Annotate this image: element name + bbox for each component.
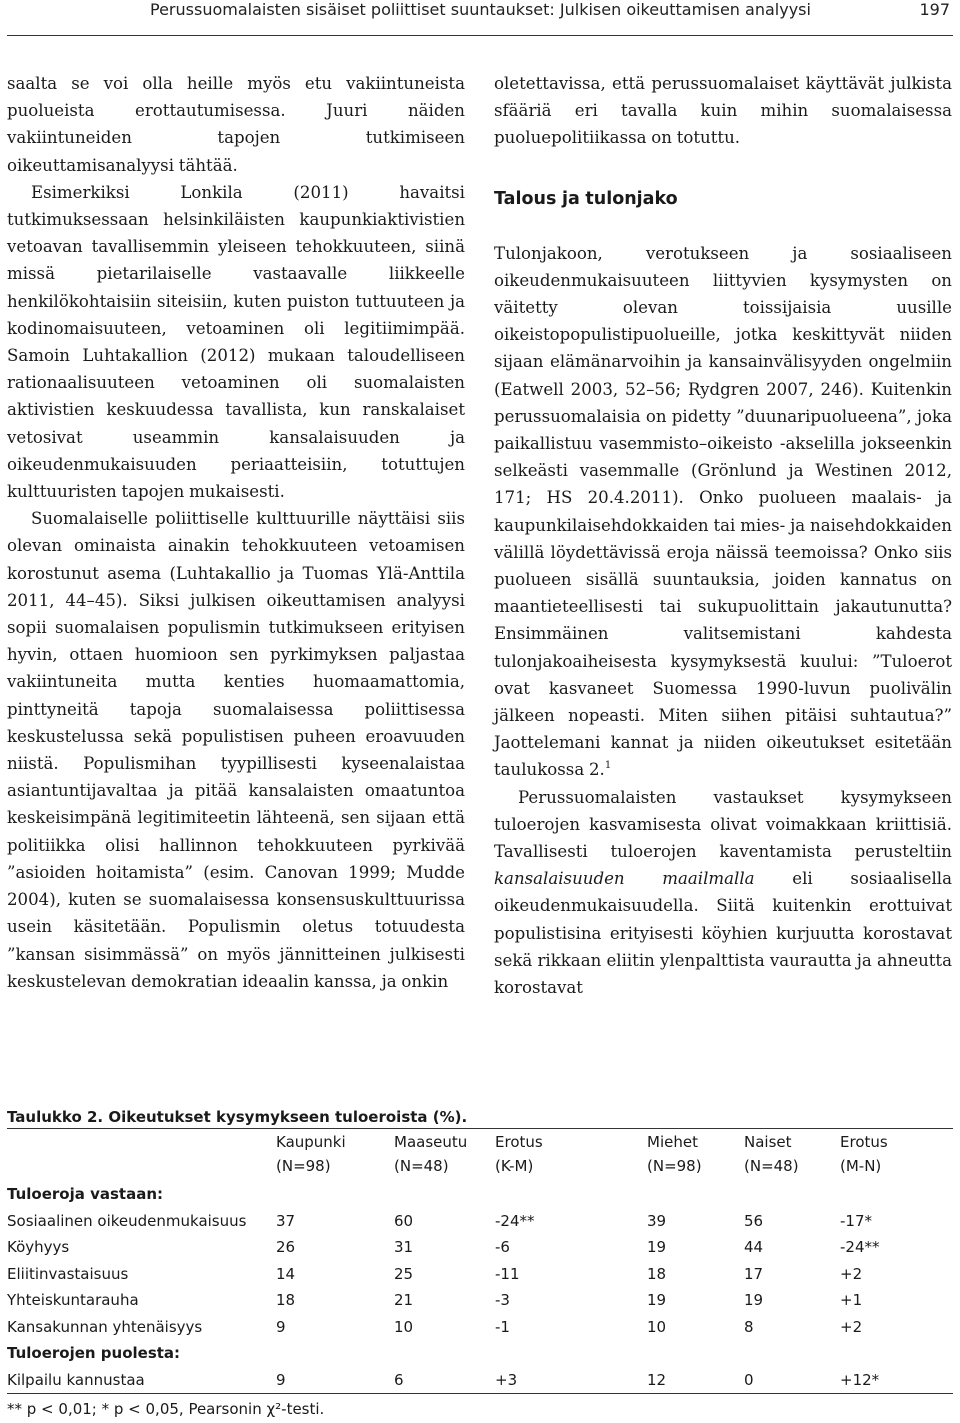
row-label: Köyhyys	[7, 1238, 70, 1256]
header-empty	[7, 1129, 276, 1154]
running-title: Perussuomalaisten sisäiset poliittiset suuntaukset: Julkisen oikeuttamisen analyysi	[150, 0, 811, 19]
right-paragraph-3-emphasis: kansalaisuuden maailmalla	[494, 869, 755, 889]
left-paragraph-3: Suomalaiselle poliittiselle kulttuurille näyttäisi siis olevan ominaista ainakin tehokkuuteen vetoamisen korostunut asema (Luhtakallio ja Tuomas Ylä-Anttila 2011, 44–45). Siksi julkisen oikeuttamisen analyysi sopii suomalaisen populismin tutkimukseen erityisen hyvin, ottaen huomioon sen pyrkimyksen paljastaa vakiintuneita mutta kenties huomaamattomia, pinttyneitä tapoja suomalaisessa poliittisessa keskustelussa sekä populistisen puheen eroavuuden niistä. Populismihan tyypillisesti kyseenalaistaa asiantuntijavaltaa ja pitää kansalaisten omaatuntoa keskeisimpänä legitimiteetin lähteenä, sen sijaan että politiikka olisi hallinnon tehokkuuteen pyrkivää ”asioiden hoitamista” (esim. Canovan 1999; Mudde 2004), kuten se suomalaisessa konsensuskulttuurissa usein käsitetään. Populismin oletus totuudesta ”kansan sisimmässä” on myös jännitteinen julkisesti keskustelevan demokratian ideaalin kanssa, ja onkin	[7, 509, 465, 991]
table-cell: 60	[394, 1211, 414, 1230]
table-cell: 10	[647, 1317, 667, 1336]
col-header-name: Miehet	[647, 1133, 698, 1151]
table-cell: -3	[495, 1291, 510, 1309]
table-cell: -24**	[840, 1238, 880, 1256]
col-header-n: (N=98)	[276, 1157, 331, 1175]
table-cell: +3	[495, 1370, 518, 1389]
table-cell: -1	[495, 1317, 510, 1336]
table-cell: 12	[647, 1370, 667, 1389]
running-header	[0, 0, 960, 36]
table-cell: 19	[744, 1291, 764, 1309]
table-cell: 39	[647, 1211, 667, 1230]
table-cell: -24**	[495, 1211, 535, 1230]
table-cell: -6	[495, 1238, 510, 1256]
table-cell: 37	[276, 1211, 296, 1230]
table-block	[7, 1106, 953, 1421]
right-paragraph-2-text: Tulonjakoon, verotukseen ja sosiaaliseen oikeudenmukaisuuteen liittyvien kysymysten on väitetty olevan toissijaisia uusille oikeistopopulistipuolueille, jotka keskittyvät niiden sijaan elämänarvoihin ja kansainvälisyyden ongelmiin (Eatwell 2003, 52–56; Rydgren 2007, 246). Kuitenkin perussuomalaisia on pidetty ”duunaripuolueena”, joka paikallistuu vasemmisto–oikeisto -akselilla jokseenkin selkeästi vasemmalle (Grönlund ja Westinen 2012, 171; HS 20.4.2011). Onko puolueen maalais- ja kaupunkilaisehdokkaiden tai mies- ja naisehdokkaiden välillä löydettävissä eroja näissä teemoissa? Onko siis puolueen sisällä suuntauksia, joiden kannatus on maantieteellisesti tai sukupuolittain jakautunutta? Ensimmäinen valitsemistani kahdesta tulonjakoaiheisesta kysymyksestä kuului: ”Tuloerot ovat kasvaneet Suomessa 1990-luvun puolivälin jälkeen nopeasti. Miten siihen pitäisi suhtautua?” Jaottelemani kannat ja niiden oikeutukset esitetään taulukossa 2.	[494, 243, 952, 780]
row-label: Kansakunnan yhtenäisyys	[7, 1317, 203, 1336]
page-number: 197	[919, 0, 950, 19]
right-paragraph-3-start: Perussuomalaisten vastaukset kysymykseen tuloerojen kasvamisesta olivat voimakkaan kriittisiä. Tavallisesti tuloerojen kaventamista perusteltiin	[494, 787, 952, 862]
right-paragraph-2	[494, 240, 952, 784]
table-cell: 44	[744, 1238, 764, 1256]
table-cell: 6	[394, 1370, 404, 1389]
table-row	[7, 1367, 953, 1394]
right-paragraph-1: oletettavissa, että perussuomalaiset käyttävät julkista sfääriä eri tavalla kuin mihin suomalaisessa puoluepolitiikassa on totuttu.	[494, 74, 952, 148]
section-heading: Talous ja tulonjako	[494, 188, 678, 209]
table-caption: Taulukko 2. Oikeutukset kysymykseen tuloeroista (%).	[7, 1108, 468, 1126]
col-header-name: Maaseutu	[394, 1133, 468, 1151]
col-header-n: (N=48)	[394, 1157, 449, 1175]
table-cell: 21	[394, 1291, 414, 1309]
col-header-n: (N=98)	[647, 1157, 702, 1175]
header-rule	[7, 35, 953, 36]
col-header-n: (N=48)	[744, 1157, 799, 1175]
table-cell: +1	[840, 1291, 863, 1309]
table-row	[7, 1314, 953, 1341]
row-label: Eliitinvastaisuus	[7, 1264, 129, 1283]
table-cell: 18	[276, 1291, 296, 1309]
footnote-marker: 1	[604, 760, 612, 772]
left-column	[7, 70, 465, 995]
results-table	[7, 1128, 953, 1394]
table-cell: 10	[394, 1317, 414, 1336]
col-header-name: Erotus	[840, 1133, 888, 1151]
table-group-label: Tuloerojen puolesta:	[7, 1344, 181, 1362]
right-column	[494, 70, 952, 1001]
table-cell: -11	[495, 1264, 520, 1283]
table-cell: 17	[744, 1264, 764, 1283]
col-header-n: (K-M)	[495, 1157, 534, 1175]
table-cell: 9	[276, 1317, 286, 1336]
right-paragraph-3-end: eli sosiaalisella oikeudenmukaisuudella. Siitä kuitenkin erottuivat populistisina erityisesti köyhien kurjuutta korostavat sekä rikkaan eliitin ylenpalttista vaurautta ja ahneutta korostavat	[494, 869, 952, 998]
table-cell: 25	[394, 1264, 414, 1283]
table-cell: 31	[394, 1238, 414, 1256]
table-row	[7, 1234, 953, 1261]
table-group-row	[7, 1340, 953, 1367]
table-cell: 14	[276, 1264, 296, 1283]
row-label: Sosiaalinen oikeudenmukaisuus	[7, 1211, 247, 1230]
table-row	[7, 1208, 953, 1235]
left-paragraph-1: saalta se voi olla heille myös etu vakiintuneista puolueista erottautumisessa. Juuri näiden vakiintuneiden tapojen tutkimiseen oikeuttamisanalyysi tähtää.	[7, 74, 465, 175]
col-header-name: Naiset	[744, 1133, 792, 1151]
table-group-row	[7, 1181, 953, 1208]
table-row	[7, 1287, 953, 1314]
table-body	[7, 1181, 953, 1394]
right-paragraph-3	[494, 784, 952, 1002]
table-cell: +12*	[840, 1370, 880, 1389]
table-cell: 56	[744, 1211, 764, 1230]
table-cell: +2	[840, 1264, 863, 1283]
row-label: Yhteiskuntarauha	[7, 1291, 139, 1309]
table-cell: 8	[744, 1317, 754, 1336]
left-paragraph-2: Esimerkiksi Lonkila (2011) havaitsi tutkimuksessaan helsinkiläisten kaupunkiaktivistien vetoavan tavallisemmin yleiseen tehokkuuteen, siinä missä pietarilaiselle vastaavalle liikkeelle henkilökohtaisiin siteisiin, kuten puiston tuttuuteen ja kodinomaisuuteen, vetoaminen oli legitiimimpää. Samoin Luhtakallion (2012) mukaan taloudelliseen rationaalisuuteen vetoaminen oli suomalaisten aktivistien keskuudessa tavallista, kun ranskalaiset vetosivat useammin kansalaisuuden ja oikeudenmukaisuuden periaatteisiin, totuttujen kulttuuristen tapojen mukaisesti.	[7, 182, 465, 502]
table-cell: 19	[647, 1238, 667, 1256]
col-header-name: Kaupunki	[276, 1133, 346, 1151]
table-cell: 9	[276, 1370, 286, 1389]
table-cell: +2	[840, 1317, 863, 1336]
col-header-n: (M-N)	[840, 1157, 882, 1175]
table-row	[7, 1261, 953, 1288]
table-cell: 18	[647, 1264, 667, 1283]
row-label: Kilpailu kannustaa	[7, 1370, 145, 1389]
table-cell: 26	[276, 1238, 296, 1256]
table-note: ** p < 0,01; * p < 0,05, Pearsonin χ²-testi.	[7, 1400, 325, 1418]
table-cell: 0	[744, 1370, 754, 1389]
table-group-label: Tuloeroja vastaan:	[7, 1185, 163, 1203]
col-header-name: Erotus	[495, 1133, 543, 1151]
header-empty	[7, 1153, 276, 1181]
table-cell: 19	[647, 1291, 667, 1309]
table-cell: -17*	[840, 1211, 872, 1230]
